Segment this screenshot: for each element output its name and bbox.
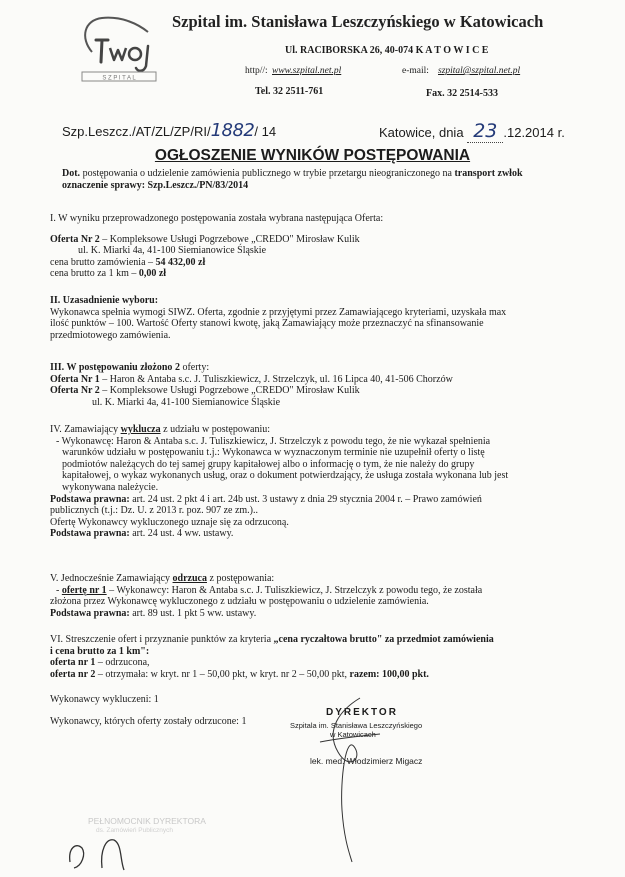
document-date	[379, 120, 565, 142]
offer-2-text: – Kompleksowe Usługi Pogrzebowe „CREDO" Mirosław Kulik	[99, 385, 360, 397]
offer-2-result-label: oferta nr 2	[50, 668, 96, 680]
offer-1-result-label: oferta nr 1	[50, 657, 96, 669]
org-name: Szpital im. Stanisława Leszczyńskiego w Katowicach	[172, 12, 544, 31]
legal-basis-label-2: Podstawa prawna:	[50, 528, 130, 540]
phone-number: Tel. 32 2511-761	[255, 86, 324, 97]
price-label: cena brutto zamówienia –	[50, 256, 156, 268]
handwritten-signature	[64, 828, 134, 874]
hospital-logo	[78, 10, 160, 82]
section-2-line3: przedmiotowego zamówienia.	[50, 329, 171, 341]
selected-offer-address: ul. K. Miarki 4a, 41-100 Siemianowice Śląskie	[78, 245, 267, 257]
section-4-heading-a: IV. Zamawiający	[50, 424, 121, 435]
selected-offer-label: Oferta Nr 2	[50, 233, 100, 245]
stamp-line2: Szpitala im. Stanisława Leszczyńskiego	[290, 721, 423, 730]
offer-2-address: ul. K. Miarki 4a, 41-100 Siemianowice Śląskie	[92, 396, 281, 408]
website-link[interactable]: www.szpital.net.pl	[272, 66, 342, 76]
selected-offer-name: – Kompleksowe Usługi Pogrzebowe „CREDO" Mirosław Kulik	[99, 233, 360, 245]
section-4-line6: Ofertę Wykonawcy wykluczonego uznaje się za odrzuconą.	[50, 516, 289, 528]
section-4-line4: kapitałowej, o wykaz wykonanych usług, oraz o dokument potwierdzający, że usługa została wykonana lub jest	[62, 470, 509, 482]
section-3-count: 2	[174, 362, 180, 373]
section-3-heading-a: III. W postępowaniu złożono	[50, 362, 175, 373]
legal-basis-cont-1: publicznych (t.j.: Dz. U. z 2013 r. poz. 907 ze zm.)..	[50, 505, 258, 517]
reference-handwritten-number: 1882	[210, 120, 255, 141]
section-4	[50, 424, 508, 540]
price-value: 54 432,00 zł	[155, 256, 206, 268]
director-signature	[300, 690, 423, 865]
reference-suffix: / 14	[254, 124, 277, 139]
offer-2-result: – otrzymała: w kryt. nr 1 – 50,00 pkt, w kryt. nr 2 – 50,00 pkt,	[95, 668, 350, 680]
reference-prefix: Szp.Leszcz./AT/ZL/ZP/RI/	[62, 124, 211, 139]
offer-1-result: – odrzucona,	[95, 657, 150, 669]
section-4-line5: wykonywana należycie.	[62, 481, 159, 493]
offer-2-label: Oferta Nr 2	[50, 385, 100, 397]
intro-dot: Dot.	[62, 168, 81, 179]
intro-line1: postępowania o udzielenie zamówienia publicznego w trybie przetargu nieograniczonego na	[82, 168, 452, 179]
stamp-line3: w Katowicach	[330, 730, 376, 739]
email-link[interactable]: szpital@szpital.net.pl	[438, 66, 521, 76]
date-suffix: .12.2014 r.	[503, 125, 565, 140]
stamp-title: DYREKTOR	[326, 707, 398, 718]
intro-subject: transport zwłok	[454, 168, 523, 179]
section-1-heading: I. W wyniku przeprowadzonego postępowania została wybrana następująca Oferta:	[50, 213, 384, 224]
section-5	[50, 573, 482, 619]
km-price-label: cena brutto za 1 km –	[50, 268, 139, 280]
section-4-line1: - Wykonawcę: Haron & Antaba s.c. J. Tuliszkiewicz, J. Strzelczyk z powodu tego, że nie wykazał spełnienia	[56, 435, 491, 447]
case-number: oznaczenie sprawy: Szp.Leszcz./PN/83/2014	[62, 179, 249, 191]
stamp-signatory: lek. med. Włodzimierz Migacz	[310, 756, 423, 766]
section-3	[50, 362, 453, 408]
logo-subtitle: S Z P I T A L	[102, 75, 136, 82]
legal-basis-text-1: art. 24 ust. 2 pkt 4 i art. 24b ust. 3 ustawy z dnia 29 stycznia 2004 r. – Prawo zamówień	[129, 493, 482, 505]
www-label: http//:	[245, 66, 268, 76]
section-1	[50, 213, 383, 280]
section-5-heading-a: V. Jednocześnie Zamawiający	[50, 573, 173, 584]
legal-basis-text-3: art. 89 ust. 1 pkt 5 ww. ustawy.	[129, 607, 257, 619]
faded-stamp-line2: ds. Zamówień Publicznych	[96, 827, 173, 834]
section-2	[50, 295, 506, 341]
section-5-heading-b: odrzuca	[172, 573, 207, 584]
section-2-line2: ilość punktów – 100. Wartość Oferty stanowi kwotę, jaką Zamawiający może przeznaczyć na sfinansowanie	[50, 318, 484, 330]
section-5-line1: – Wykonawcy: Haron & Antaba s.c. J. Tuliszkiewicz, J. Strzelczyk z powodu tego, że została	[106, 584, 483, 596]
reference-number	[62, 120, 276, 141]
faded-stamp-line1: PEŁNOMOCNIK DYREKTORA	[88, 816, 206, 826]
section-6-heading-a: VI. Streszczenie ofert i przyznanie punktów za kryteria	[50, 634, 274, 645]
rejected-count: Wykonawcy, których oferty zostały odrzucone: 1	[50, 716, 247, 727]
date-day: 23	[467, 120, 503, 143]
rejected-offer: ofertę nr 1	[61, 584, 107, 596]
section-4-line3: podmiotów należących do tej samej grupy kapitałowej albo o informację o tym, że nie należy do grupy	[62, 458, 475, 470]
legal-basis-text-2: art. 24 ust. 4 ww. ustawy.	[129, 528, 234, 540]
date-prefix: Katowice, dnia	[379, 125, 464, 140]
section-4-line2: warunków udziału w postępowaniu t.j.: Wykonawca w wyznaczonym terminie nie uzupełnił oferty o listę	[62, 447, 485, 459]
section-4-heading-c: z udziału w postępowaniu:	[160, 424, 271, 435]
legal-basis-label-1: Podstawa prawna:	[50, 493, 130, 505]
excluded-count: Wykonawcy wykluczeni: 1	[50, 694, 159, 705]
org-address: Ul. RACIBORSKA 26, 40-074 K A T O W I C E	[285, 45, 489, 56]
section-4-heading-b: wyklucza	[120, 424, 161, 435]
email-label: e-mail:	[402, 66, 429, 76]
km-price-value: 0,00 zł	[138, 268, 167, 280]
section-5-line2: złożona przez Wykonawcę wykluczonego z udziału w postępowaniu o udzielenie zamówienia.	[50, 596, 429, 608]
offer-2-total: razem: 100,00 pkt.	[349, 668, 429, 680]
section-6-heading-c: i cena brutto za 1 km":	[50, 645, 150, 657]
legal-basis-label-3: Podstawa prawna:	[50, 607, 130, 619]
section-3-heading-c: oferty:	[179, 362, 210, 373]
section-5-dash: -	[56, 584, 62, 596]
section-2-line1: Wykonawca spełnia wymogi SIWZ. Oferta, zgodnie z przyjętymi przez Zamawiającego kryteriami, uzyskała max	[50, 306, 507, 318]
section-6-heading-b: „cena ryczałtowa brutto" za przedmiot zamówienia	[273, 634, 494, 645]
page-title: OGŁOSZENIE WYNIKÓW POSTĘPOWANIA	[154, 147, 471, 164]
fax-number: Fax. 32 2514-533	[426, 88, 498, 99]
section-2-heading: II. Uzasadnienie wyboru:	[50, 295, 159, 306]
offer-1-label: Oferta Nr 1	[50, 373, 100, 385]
section-5-heading-c: z postępowania:	[207, 573, 275, 584]
section-6	[50, 634, 494, 680]
intro-block	[62, 168, 523, 191]
offer-1-text: – Haron & Antaba s.c. J. Tuliszkiewicz, J. Strzelczyk, ul. 16 Lipca 40, 41-506 Chorzów	[99, 373, 453, 385]
